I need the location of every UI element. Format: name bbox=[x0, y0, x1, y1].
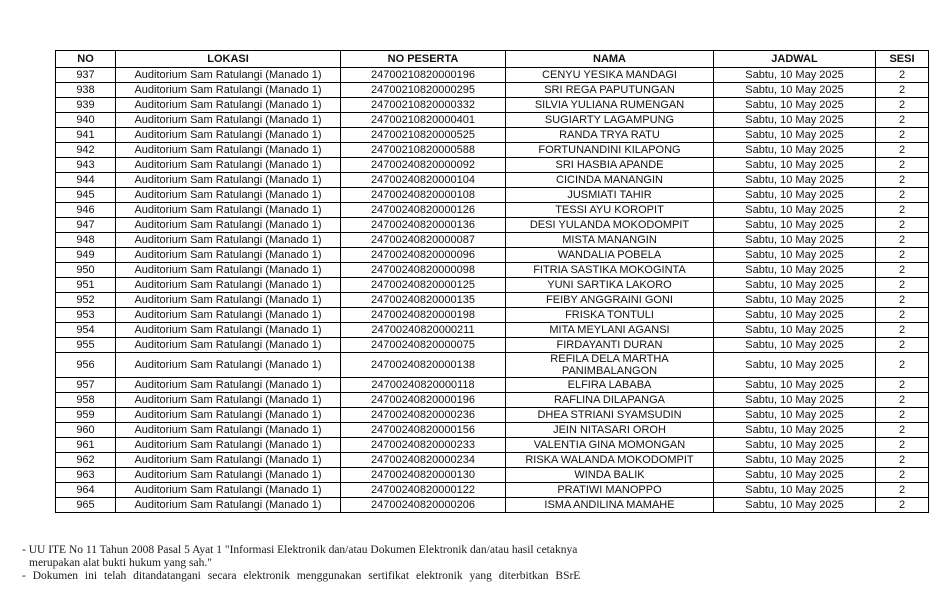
cell-no-peserta: 24700240820000126 bbox=[341, 203, 506, 218]
cell-nama: RISKA WALANDA MOKODOMPIT bbox=[506, 453, 714, 468]
cell-nama: DHEA STRIANI SYAMSUDIN bbox=[506, 408, 714, 423]
cell-no-peserta: 24700240820000156 bbox=[341, 423, 506, 438]
table-row bbox=[56, 483, 929, 498]
footer-line-uu-ite-2: merupakan alat bukti hukum yang sah." bbox=[29, 557, 212, 569]
cell-sesi: 2 bbox=[876, 453, 929, 468]
cell-lokasi: Auditorium Sam Ratulangi (Manado 1) bbox=[116, 173, 341, 188]
cell-lokasi: Auditorium Sam Ratulangi (Manado 1) bbox=[116, 393, 341, 408]
cell-jadwal: Sabtu, 10 May 2025 bbox=[714, 408, 876, 423]
table-row bbox=[56, 423, 929, 438]
cell-nama: MISTA MANANGIN bbox=[506, 233, 714, 248]
cell-nama: CENYU YESIKA MANDAGI bbox=[506, 68, 714, 83]
cell-lokasi: Auditorium Sam Ratulangi (Manado 1) bbox=[116, 203, 341, 218]
cell-no-peserta: 24700210820000295 bbox=[341, 83, 506, 98]
cell-lokasi: Auditorium Sam Ratulangi (Manado 1) bbox=[116, 83, 341, 98]
cell-lokasi: Auditorium Sam Ratulangi (Manado 1) bbox=[116, 483, 341, 498]
cell-no-peserta: 24700240820000138 bbox=[341, 353, 506, 378]
cell-sesi: 2 bbox=[876, 143, 929, 158]
cell-jadwal: Sabtu, 10 May 2025 bbox=[714, 128, 876, 143]
cell-no-peserta: 24700240820000108 bbox=[341, 188, 506, 203]
cell-no: 944 bbox=[56, 173, 116, 188]
cell-sesi: 2 bbox=[876, 378, 929, 393]
cell-lokasi: Auditorium Sam Ratulangi (Manado 1) bbox=[116, 233, 341, 248]
header-nama: NAMA bbox=[506, 51, 714, 68]
cell-sesi: 2 bbox=[876, 218, 929, 233]
cell-no-peserta: 24700240820000087 bbox=[341, 233, 506, 248]
cell-no: 953 bbox=[56, 308, 116, 323]
cell-no-peserta: 24700240820000198 bbox=[341, 308, 506, 323]
header-sesi: SESI bbox=[876, 51, 929, 68]
cell-jadwal: Sabtu, 10 May 2025 bbox=[714, 203, 876, 218]
cell-nama: DESI YULANDA MOKODOMPIT bbox=[506, 218, 714, 233]
cell-sesi: 2 bbox=[876, 293, 929, 308]
cell-no-peserta: 24700240820000211 bbox=[341, 323, 506, 338]
cell-jadwal: Sabtu, 10 May 2025 bbox=[714, 353, 876, 378]
cell-jadwal: Sabtu, 10 May 2025 bbox=[714, 173, 876, 188]
cell-no: 965 bbox=[56, 498, 116, 513]
cell-nama: FITRIA SASTIKA MOKOGINTA bbox=[506, 263, 714, 278]
cell-no-peserta: 24700240820000130 bbox=[341, 468, 506, 483]
cell-jadwal: Sabtu, 10 May 2025 bbox=[714, 188, 876, 203]
cell-no: 938 bbox=[56, 83, 116, 98]
cell-no: 956 bbox=[56, 353, 116, 378]
cell-nama: CICINDA MANANGIN bbox=[506, 173, 714, 188]
cell-lokasi: Auditorium Sam Ratulangi (Manado 1) bbox=[116, 143, 341, 158]
cell-no-peserta: 24700240820000135 bbox=[341, 293, 506, 308]
cell-sesi: 2 bbox=[876, 498, 929, 513]
table-row bbox=[56, 143, 929, 158]
cell-jadwal: Sabtu, 10 May 2025 bbox=[714, 233, 876, 248]
footer-line-uu-ite: - UU ITE No 11 Tahun 2008 Pasal 5 Ayat 1 "Informasi Elektronik dan/atau Dokumen Elektronik dan/atau hasil cetaknya bbox=[22, 544, 578, 556]
table-row bbox=[56, 408, 929, 423]
cell-no: 962 bbox=[56, 453, 116, 468]
cell-jadwal: Sabtu, 10 May 2025 bbox=[714, 308, 876, 323]
footer-notes bbox=[22, 544, 580, 583]
cell-nama: YUNI SARTIKA LAKORO bbox=[506, 278, 714, 293]
cell-nama: PRATIWI MANOPPO bbox=[506, 483, 714, 498]
cell-nama: RANDA TRYA RATU bbox=[506, 128, 714, 143]
cell-sesi: 2 bbox=[876, 278, 929, 293]
table-row bbox=[56, 378, 929, 393]
cell-jadwal: Sabtu, 10 May 2025 bbox=[714, 113, 876, 128]
table-row bbox=[56, 308, 929, 323]
cell-jadwal: Sabtu, 10 May 2025 bbox=[714, 498, 876, 513]
cell-nama: VALENTIA GINA MOMONGAN bbox=[506, 438, 714, 453]
cell-no-peserta: 24700240820000196 bbox=[341, 393, 506, 408]
cell-jadwal: Sabtu, 10 May 2025 bbox=[714, 338, 876, 353]
cell-nama: JUSMIATI TAHIR bbox=[506, 188, 714, 203]
cell-lokasi: Auditorium Sam Ratulangi (Manado 1) bbox=[116, 263, 341, 278]
cell-jadwal: Sabtu, 10 May 2025 bbox=[714, 83, 876, 98]
cell-lokasi: Auditorium Sam Ratulangi (Manado 1) bbox=[116, 453, 341, 468]
table-row bbox=[56, 158, 929, 173]
cell-sesi: 2 bbox=[876, 353, 929, 378]
cell-jadwal: Sabtu, 10 May 2025 bbox=[714, 293, 876, 308]
cell-no: 947 bbox=[56, 218, 116, 233]
cell-no-peserta: 24700240820000125 bbox=[341, 278, 506, 293]
table-row bbox=[56, 393, 929, 408]
cell-jadwal: Sabtu, 10 May 2025 bbox=[714, 263, 876, 278]
cell-no-peserta: 24700240820000136 bbox=[341, 218, 506, 233]
cell-sesi: 2 bbox=[876, 338, 929, 353]
cell-no-peserta: 24700210820000525 bbox=[341, 128, 506, 143]
cell-no: 960 bbox=[56, 423, 116, 438]
cell-no: 939 bbox=[56, 98, 116, 113]
cell-jadwal: Sabtu, 10 May 2025 bbox=[714, 248, 876, 263]
cell-sesi: 2 bbox=[876, 68, 929, 83]
cell-sesi: 2 bbox=[876, 248, 929, 263]
cell-sesi: 2 bbox=[876, 158, 929, 173]
cell-nama: REFILA DELA MARTHA PANIMBALANGON bbox=[506, 353, 714, 378]
table-row bbox=[56, 468, 929, 483]
cell-no-peserta: 24700240820000118 bbox=[341, 378, 506, 393]
cell-no-peserta: 24700240820000075 bbox=[341, 338, 506, 353]
cell-no-peserta: 24700240820000122 bbox=[341, 483, 506, 498]
cell-lokasi: Auditorium Sam Ratulangi (Manado 1) bbox=[116, 338, 341, 353]
cell-no-peserta: 24700240820000104 bbox=[341, 173, 506, 188]
header-jadwal: JADWAL bbox=[714, 51, 876, 68]
table-row bbox=[56, 498, 929, 513]
cell-no-peserta: 24700240820000234 bbox=[341, 453, 506, 468]
cell-sesi: 2 bbox=[876, 468, 929, 483]
table-row bbox=[56, 323, 929, 338]
cell-sesi: 2 bbox=[876, 203, 929, 218]
cell-jadwal: Sabtu, 10 May 2025 bbox=[714, 68, 876, 83]
table-row bbox=[56, 173, 929, 188]
cell-nama: FEIBY ANGGRAINI GONI bbox=[506, 293, 714, 308]
cell-nama: FRISKA TONTULI bbox=[506, 308, 714, 323]
cell-no: 958 bbox=[56, 393, 116, 408]
table-row bbox=[56, 68, 929, 83]
cell-no-peserta: 24700240820000233 bbox=[341, 438, 506, 453]
cell-sesi: 2 bbox=[876, 308, 929, 323]
cell-no: 942 bbox=[56, 143, 116, 158]
table-row bbox=[56, 113, 929, 128]
participants-table bbox=[55, 50, 929, 513]
table-body bbox=[56, 68, 929, 513]
table-row bbox=[56, 338, 929, 353]
cell-no-peserta: 24700210820000401 bbox=[341, 113, 506, 128]
table-row bbox=[56, 248, 929, 263]
cell-lokasi: Auditorium Sam Ratulangi (Manado 1) bbox=[116, 353, 341, 378]
cell-jadwal: Sabtu, 10 May 2025 bbox=[714, 98, 876, 113]
cell-sesi: 2 bbox=[876, 128, 929, 143]
cell-lokasi: Auditorium Sam Ratulangi (Manado 1) bbox=[116, 423, 341, 438]
cell-lokasi: Auditorium Sam Ratulangi (Manado 1) bbox=[116, 438, 341, 453]
header-lokasi: LOKASI bbox=[116, 51, 341, 68]
cell-no: 957 bbox=[56, 378, 116, 393]
cell-sesi: 2 bbox=[876, 113, 929, 128]
cell-no: 950 bbox=[56, 263, 116, 278]
table-row bbox=[56, 263, 929, 278]
table-row bbox=[56, 128, 929, 143]
cell-sesi: 2 bbox=[876, 323, 929, 338]
cell-no: 961 bbox=[56, 438, 116, 453]
cell-nama: WANDALIA POBELA bbox=[506, 248, 714, 263]
cell-lokasi: Auditorium Sam Ratulangi (Manado 1) bbox=[116, 128, 341, 143]
cell-no-peserta: 24700240820000098 bbox=[341, 263, 506, 278]
cell-jadwal: Sabtu, 10 May 2025 bbox=[714, 143, 876, 158]
cell-sesi: 2 bbox=[876, 263, 929, 278]
cell-lokasi: Auditorium Sam Ratulangi (Manado 1) bbox=[116, 113, 341, 128]
cell-jadwal: Sabtu, 10 May 2025 bbox=[714, 158, 876, 173]
cell-no: 954 bbox=[56, 323, 116, 338]
cell-sesi: 2 bbox=[876, 408, 929, 423]
cell-sesi: 2 bbox=[876, 393, 929, 408]
cell-no-peserta: 24700240820000092 bbox=[341, 158, 506, 173]
cell-nama: RAFLINA DILAPANGA bbox=[506, 393, 714, 408]
cell-sesi: 2 bbox=[876, 423, 929, 438]
cell-jadwal: Sabtu, 10 May 2025 bbox=[714, 423, 876, 438]
cell-nama: FIRDAYANTI DURAN bbox=[506, 338, 714, 353]
cell-lokasi: Auditorium Sam Ratulangi (Manado 1) bbox=[116, 68, 341, 83]
table-row bbox=[56, 293, 929, 308]
cell-no: 937 bbox=[56, 68, 116, 83]
table-row bbox=[56, 353, 929, 378]
cell-sesi: 2 bbox=[876, 438, 929, 453]
cell-jadwal: Sabtu, 10 May 2025 bbox=[714, 483, 876, 498]
table-header-row bbox=[56, 51, 929, 68]
cell-sesi: 2 bbox=[876, 483, 929, 498]
cell-lokasi: Auditorium Sam Ratulangi (Manado 1) bbox=[116, 408, 341, 423]
cell-lokasi: Auditorium Sam Ratulangi (Manado 1) bbox=[116, 248, 341, 263]
cell-no: 964 bbox=[56, 483, 116, 498]
cell-sesi: 2 bbox=[876, 83, 929, 98]
cell-no-peserta: 24700240820000206 bbox=[341, 498, 506, 513]
cell-jadwal: Sabtu, 10 May 2025 bbox=[714, 378, 876, 393]
cell-sesi: 2 bbox=[876, 98, 929, 113]
cell-jadwal: Sabtu, 10 May 2025 bbox=[714, 323, 876, 338]
table-row bbox=[56, 278, 929, 293]
cell-no: 963 bbox=[56, 468, 116, 483]
cell-no: 951 bbox=[56, 278, 116, 293]
cell-no: 940 bbox=[56, 113, 116, 128]
cell-no-peserta: 24700210820000196 bbox=[341, 68, 506, 83]
cell-no: 959 bbox=[56, 408, 116, 423]
cell-no: 955 bbox=[56, 338, 116, 353]
table-row bbox=[56, 98, 929, 113]
cell-lokasi: Auditorium Sam Ratulangi (Manado 1) bbox=[116, 468, 341, 483]
header-no: NO bbox=[56, 51, 116, 68]
cell-nama: MITA MEYLANI AGANSI bbox=[506, 323, 714, 338]
cell-nama: SRI REGA PAPUTUNGAN bbox=[506, 83, 714, 98]
cell-lokasi: Auditorium Sam Ratulangi (Manado 1) bbox=[116, 188, 341, 203]
cell-no-peserta: 24700240820000236 bbox=[341, 408, 506, 423]
cell-lokasi: Auditorium Sam Ratulangi (Manado 1) bbox=[116, 218, 341, 233]
cell-no-peserta: 24700210820000588 bbox=[341, 143, 506, 158]
cell-nama: SILVIA YULIANA RUMENGAN bbox=[506, 98, 714, 113]
cell-nama: FORTUNANDINI KILAPONG bbox=[506, 143, 714, 158]
cell-no: 945 bbox=[56, 188, 116, 203]
cell-no: 946 bbox=[56, 203, 116, 218]
cell-lokasi: Auditorium Sam Ratulangi (Manado 1) bbox=[116, 378, 341, 393]
cell-lokasi: Auditorium Sam Ratulangi (Manado 1) bbox=[116, 278, 341, 293]
table-row bbox=[56, 203, 929, 218]
cell-nama: WINDA BALIK bbox=[506, 468, 714, 483]
cell-nama: TESSI AYU KOROPIT bbox=[506, 203, 714, 218]
table-row bbox=[56, 218, 929, 233]
cell-jadwal: Sabtu, 10 May 2025 bbox=[714, 218, 876, 233]
table-row bbox=[56, 453, 929, 468]
cell-lokasi: Auditorium Sam Ratulangi (Manado 1) bbox=[116, 308, 341, 323]
cell-no-peserta: 24700210820000332 bbox=[341, 98, 506, 113]
cell-nama: ELFIRA LABABA bbox=[506, 378, 714, 393]
cell-no: 941 bbox=[56, 128, 116, 143]
cell-nama: ISMA ANDILINA MAMAHE bbox=[506, 498, 714, 513]
table-row bbox=[56, 233, 929, 248]
table-row bbox=[56, 83, 929, 98]
table-row bbox=[56, 188, 929, 203]
cell-lokasi: Auditorium Sam Ratulangi (Manado 1) bbox=[116, 498, 341, 513]
cell-jadwal: Sabtu, 10 May 2025 bbox=[714, 438, 876, 453]
cell-no: 943 bbox=[56, 158, 116, 173]
cell-no-peserta: 24700240820000096 bbox=[341, 248, 506, 263]
header-no-peserta: NO PESERTA bbox=[341, 51, 506, 68]
cell-sesi: 2 bbox=[876, 233, 929, 248]
cell-jadwal: Sabtu, 10 May 2025 bbox=[714, 278, 876, 293]
footer-line-signature: - Dokumen ini telah ditandatangani secara elektronik menggunakan sertifikat elektronik yang diterbitkan BSrE bbox=[22, 570, 581, 582]
cell-lokasi: Auditorium Sam Ratulangi (Manado 1) bbox=[116, 293, 341, 308]
cell-no: 948 bbox=[56, 233, 116, 248]
cell-jadwal: Sabtu, 10 May 2025 bbox=[714, 393, 876, 408]
cell-sesi: 2 bbox=[876, 188, 929, 203]
cell-lokasi: Auditorium Sam Ratulangi (Manado 1) bbox=[116, 158, 341, 173]
cell-lokasi: Auditorium Sam Ratulangi (Manado 1) bbox=[116, 98, 341, 113]
table-row bbox=[56, 438, 929, 453]
cell-nama: JEIN NITASARI OROH bbox=[506, 423, 714, 438]
cell-nama: SUGIARTY LAGAMPUNG bbox=[506, 113, 714, 128]
cell-lokasi: Auditorium Sam Ratulangi (Manado 1) bbox=[116, 323, 341, 338]
cell-no: 952 bbox=[56, 293, 116, 308]
cell-nama: SRI HASBIA APANDE bbox=[506, 158, 714, 173]
cell-no: 949 bbox=[56, 248, 116, 263]
cell-jadwal: Sabtu, 10 May 2025 bbox=[714, 453, 876, 468]
cell-sesi: 2 bbox=[876, 173, 929, 188]
cell-jadwal: Sabtu, 10 May 2025 bbox=[714, 468, 876, 483]
